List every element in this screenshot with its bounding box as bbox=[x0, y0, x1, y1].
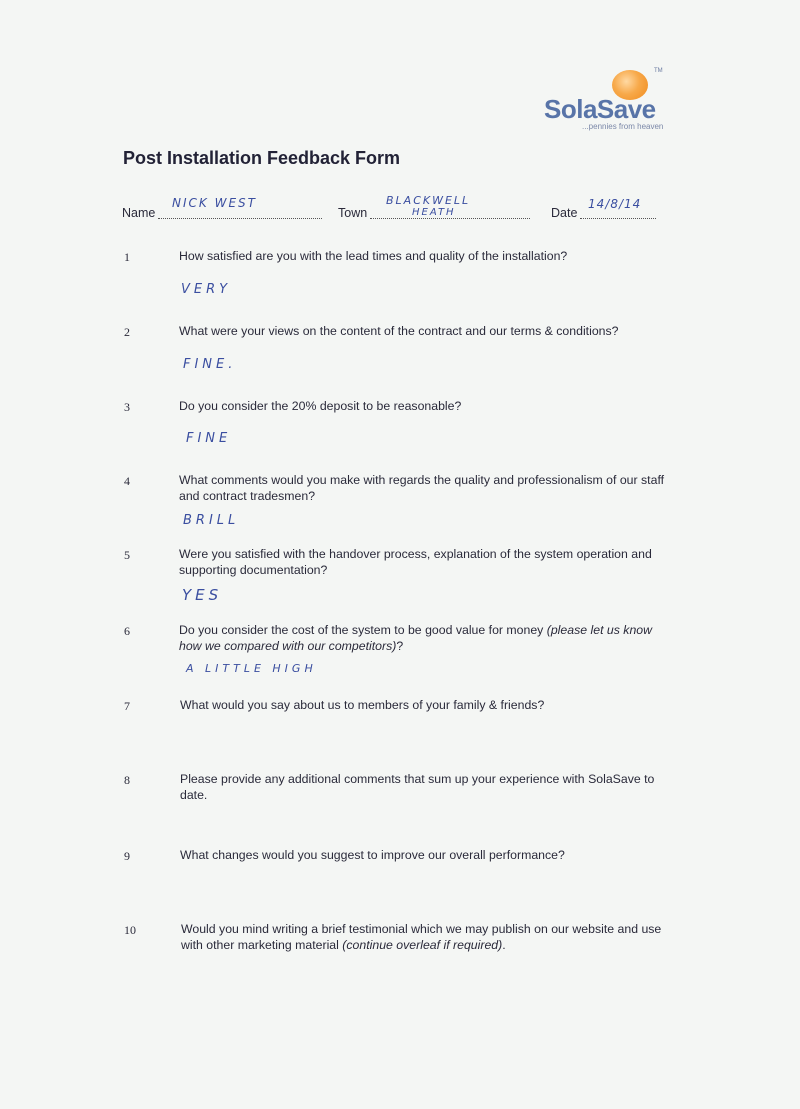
logo-wordmark: SolaSave bbox=[544, 94, 656, 124]
question-number: 7 bbox=[124, 699, 130, 713]
question-number: 4 bbox=[124, 474, 130, 488]
question-text-italic: (please let us know bbox=[546, 623, 653, 637]
form-title: Post Installation Feedback Form bbox=[123, 148, 401, 168]
question-text bbox=[179, 622, 652, 654]
question-text bbox=[179, 472, 664, 504]
town-label: Town bbox=[338, 206, 368, 220]
town-field-value-line2[interactable]: HEATH bbox=[412, 207, 456, 218]
question-text-line2-italic: how we compared with our competitors) bbox=[179, 639, 397, 653]
question-answer[interactable]: YES bbox=[182, 586, 223, 604]
solasave-logo bbox=[542, 68, 667, 134]
town-field-value-line1[interactable]: BLACKWELL bbox=[386, 194, 471, 207]
question-text bbox=[181, 921, 661, 953]
question-text bbox=[179, 546, 652, 578]
name-field-value[interactable]: NICK WEST bbox=[172, 196, 257, 210]
question-text-line1: Were you satisfied with the handover process, explanation of the system operation and bbox=[179, 547, 652, 561]
question-text-line2: date. bbox=[180, 788, 208, 802]
question-text-line2-tail: ? bbox=[396, 639, 404, 653]
question-number: 3 bbox=[124, 400, 130, 414]
question-text-line1: Would you mind writing a brief testimonial which we may publish on our website and use bbox=[181, 922, 662, 936]
question-answer[interactable]: A LITTLE HIGH bbox=[186, 662, 317, 675]
question-number: 8 bbox=[124, 773, 130, 787]
date-field-line bbox=[580, 218, 656, 219]
question-answer[interactable]: VERY bbox=[181, 282, 232, 297]
question-number: 1 bbox=[124, 250, 130, 264]
name-label: Name bbox=[122, 206, 156, 220]
question-text-line2-tail: . bbox=[502, 938, 506, 952]
question-text: What would you say about us to members of your family & friends? bbox=[180, 698, 545, 712]
question-text: How satisfied are you with the lead times and quality of the installation? bbox=[179, 249, 568, 263]
question-text-line1: What comments would you make with regards the quality and professionalism of our staff bbox=[179, 473, 665, 487]
date-label: Date bbox=[551, 206, 578, 220]
question-text-line2: and contract tradesmen? bbox=[179, 489, 316, 503]
question-number: 10 bbox=[124, 923, 136, 937]
question-answer[interactable]: BRILL bbox=[183, 513, 240, 528]
question-text-line2: with other marketing material bbox=[181, 938, 343, 952]
question-text: What changes would you suggest to improve our overall performance? bbox=[180, 848, 565, 862]
question-text-line1: Do you consider the cost of the system to be good value for money bbox=[179, 623, 547, 637]
question-number: 9 bbox=[124, 849, 130, 863]
logo-trademark: TM bbox=[654, 68, 663, 74]
question-number: 6 bbox=[124, 624, 130, 638]
question-answer[interactable]: FINE. bbox=[183, 357, 237, 372]
question-text: Do you consider the 20% deposit to be reasonable? bbox=[179, 399, 462, 413]
question-number: 5 bbox=[124, 548, 130, 562]
question-text: What were your views on the content of the contract and our terms & conditions? bbox=[179, 324, 619, 338]
question-text bbox=[180, 771, 654, 803]
question-text-line2-italic: (continue overleaf if required) bbox=[342, 938, 503, 952]
date-field-value[interactable]: 14/8/14 bbox=[588, 197, 642, 211]
town-field-line bbox=[370, 218, 530, 219]
question-number: 2 bbox=[124, 325, 130, 339]
logo-tagline: ...pennies from heaven bbox=[582, 122, 664, 131]
name-field-line bbox=[158, 218, 322, 219]
question-answer[interactable]: FINE bbox=[186, 431, 232, 446]
question-text-line1: Please provide any additional comments that sum up your experience with SolaSave to bbox=[180, 772, 655, 786]
question-text-line2: supporting documentation? bbox=[179, 563, 328, 577]
